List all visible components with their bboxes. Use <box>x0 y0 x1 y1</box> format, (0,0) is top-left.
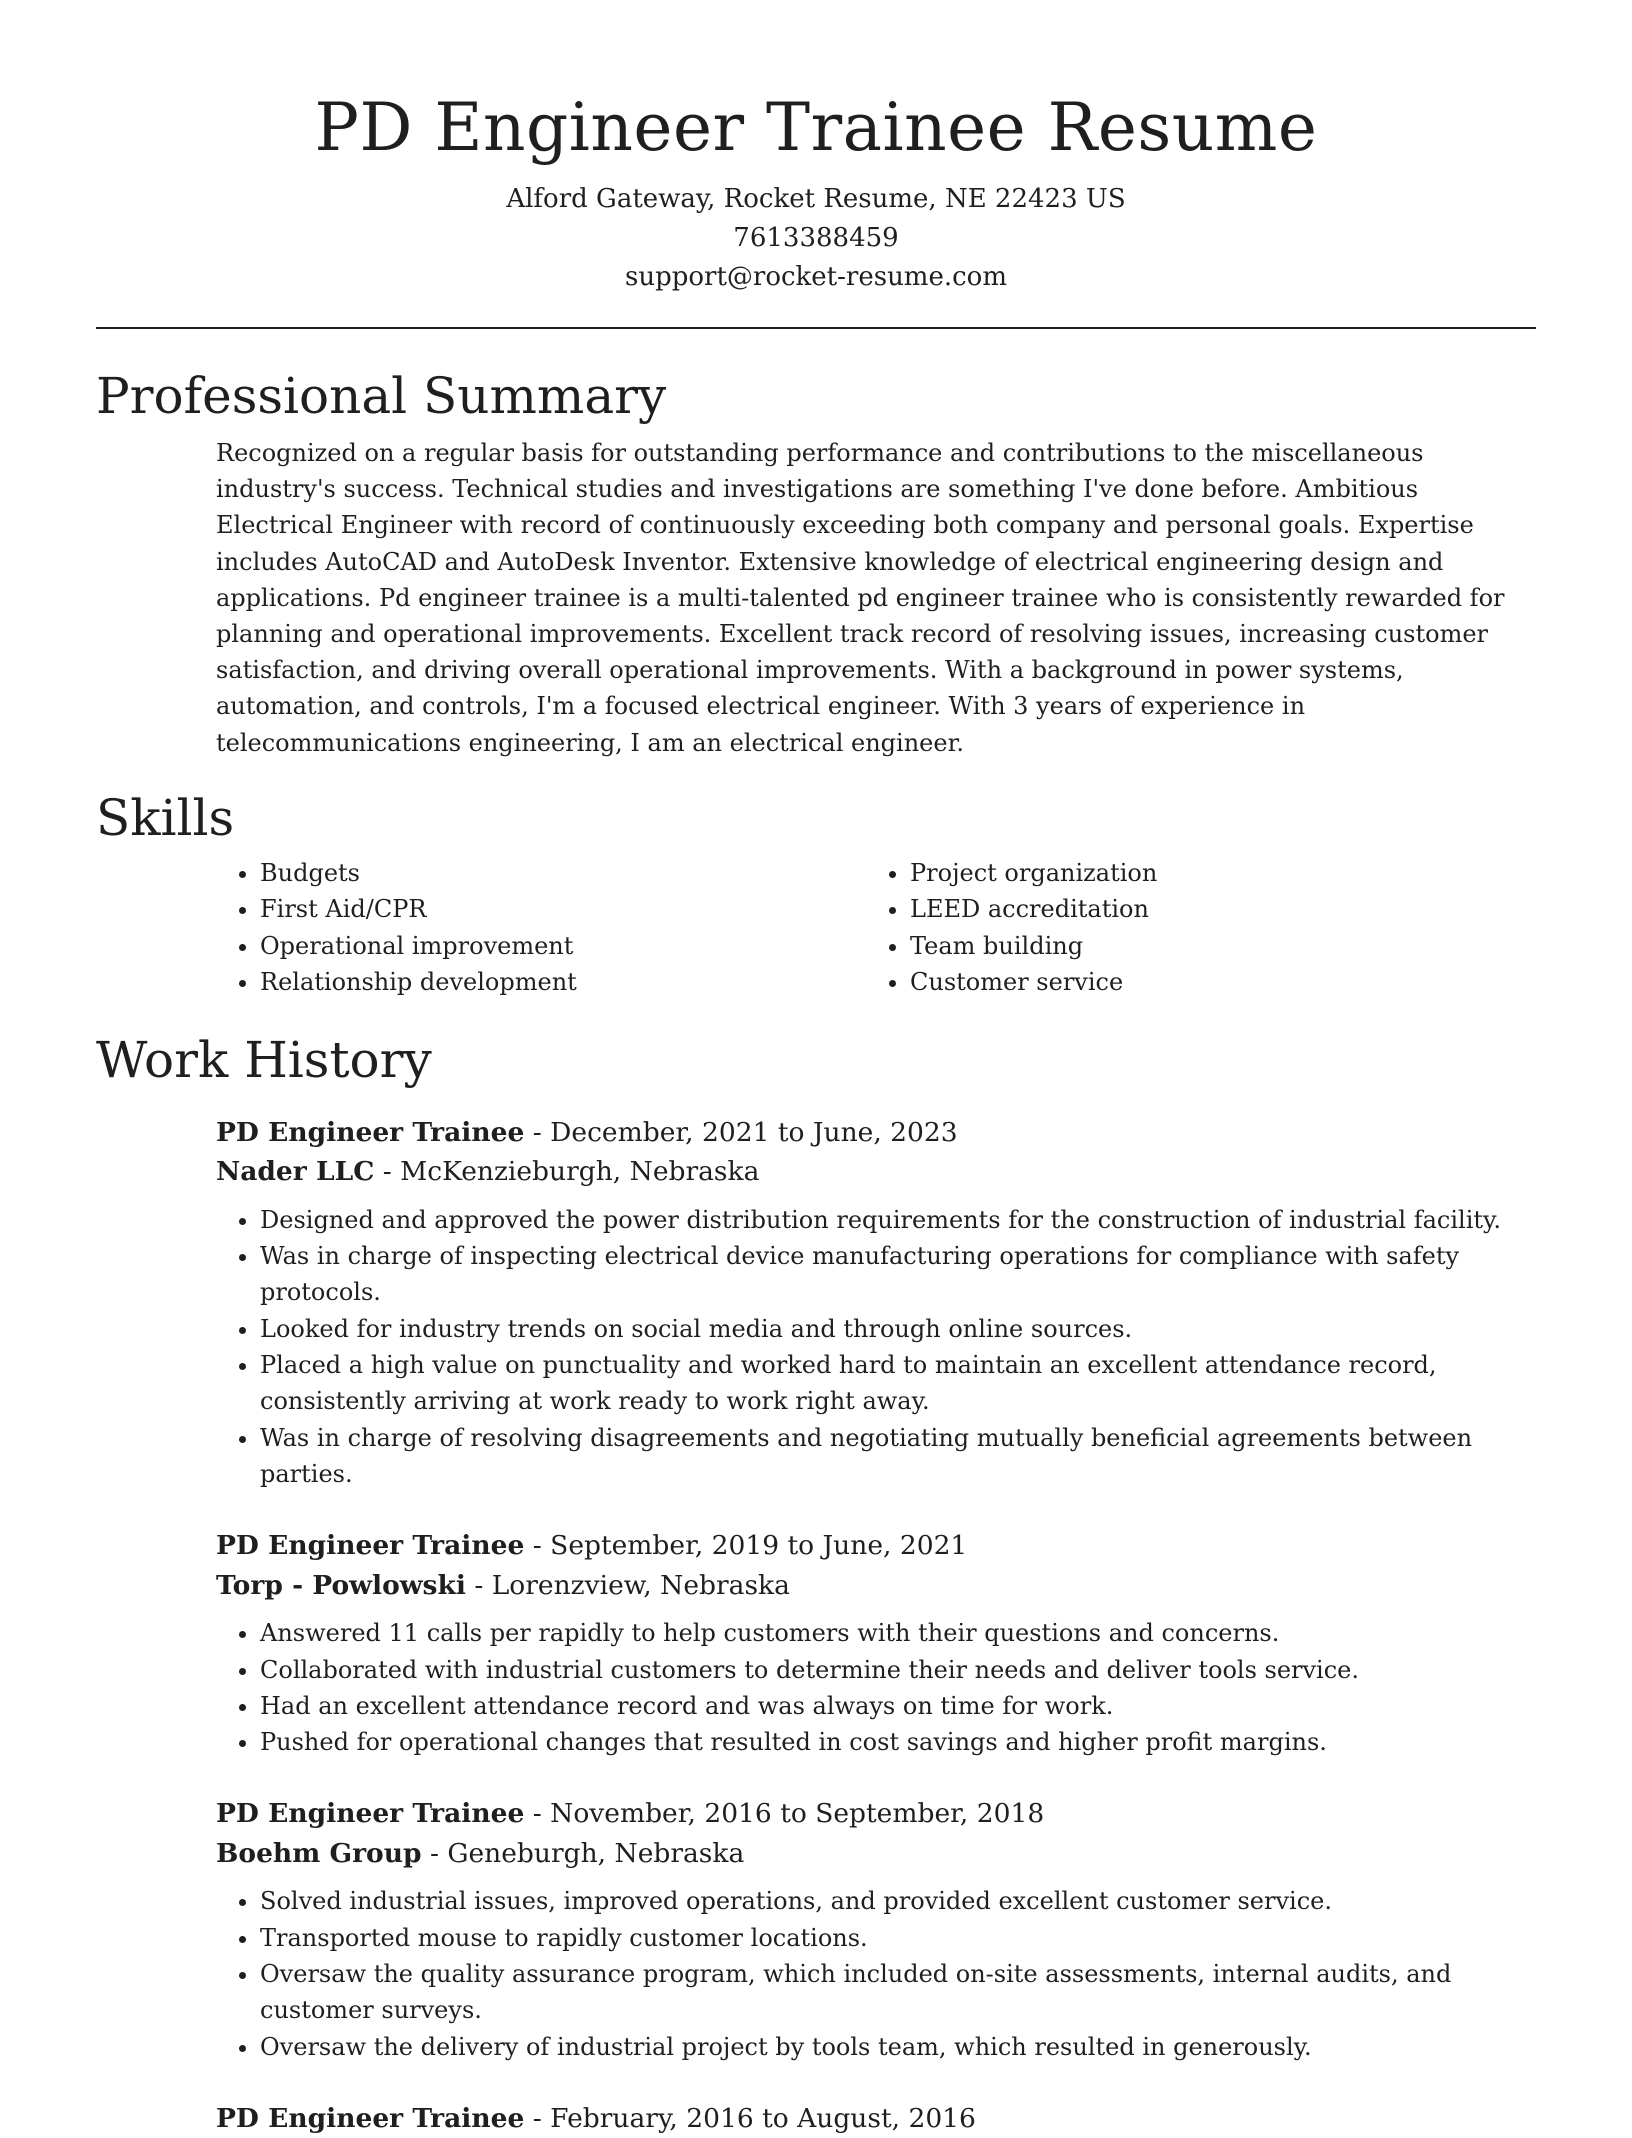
job-title-line <box>216 1526 1536 1566</box>
job-bullet: • Designed and approved the power distribution requirements for the construction of industrial facility. <box>260 1202 1536 1238</box>
summary-text: Recognized on a regular basis for outstanding performance and contributions to the miscellaneous industry's success. Technical studies and investigations are something I've done before. Ambitious Electrical Engineer with record of continuously exceeding both company and personal goals. Expertise includes AutoCAD and AutoDesk Inventor. Extensive knowledge of electrical engineering design and applications. Pd engineer trainee is a multi-talented pd engineer trainee who is consistently rewarded for planning and operational improvements. Excellent track record of resolving issues, increasing customer satisfaction, and driving overall operational improvements. With a background in power systems, automation, and controls, I'm a focused electrical engineer. With 3 years of experience in telecommunications engineering, I am an electrical engineer. <box>216 439 1505 757</box>
job-company-line <box>216 1566 1536 1606</box>
job-bullet: • Collaborated with industrial customers to determine their needs and deliver tools service. <box>260 1652 1536 1688</box>
job-entry <box>216 1526 1536 1760</box>
job-location: - Geneburgh, Nebraska <box>421 1837 745 1869</box>
job-bullets <box>216 1615 1536 1760</box>
job-bullet: • Answered 11 calls per rapidly to help customers with their questions and concerns. <box>260 1615 1536 1651</box>
job-location: - Lorenzview, Nebraska <box>465 1569 790 1601</box>
skill-item: • Customer service <box>910 964 1560 1001</box>
skill-item: • Relationship development <box>260 964 910 1001</box>
contact-email: support@rocket-resume.com <box>624 262 1007 292</box>
contact-address: Alford Gateway, Rocket Resume, NE 22423 US <box>506 184 1126 214</box>
job-entry <box>216 1113 1536 1492</box>
job-bullet: • Placed a high value on punctuality and worked hard to maintain an excellent attendance record, consistently arriving at work ready to work right away. <box>260 1347 1536 1420</box>
job-bullet: • Looked for industry trends on social media and through online sources. <box>260 1311 1536 1347</box>
skills-heading: Skills <box>96 788 235 847</box>
job-bullets <box>216 1883 1536 2064</box>
job-dates: - September, 2019 to June, 2021 <box>524 1530 968 1562</box>
job-title: PD Engineer Trainee <box>216 1798 525 1830</box>
resume-page <box>96 0 1536 2138</box>
job-title: PD Engineer Trainee <box>216 1530 525 1562</box>
summary-heading: Professional Summary <box>96 367 667 425</box>
job-bullet: • Solved industrial issues, improved operations, and provided excellent customer service. <box>260 1883 1536 1919</box>
job-dates: - February, 2016 to August, 2016 <box>524 2102 976 2134</box>
skill-item: • Operational improvement <box>260 928 910 965</box>
work-history-heading: Work History <box>96 1030 432 1089</box>
job-company-line <box>216 1834 1536 1874</box>
job-company: Boehm Group <box>216 1837 422 1869</box>
job-entry <box>216 1794 1536 2064</box>
job-title: PD Engineer Trainee <box>216 1116 525 1148</box>
resume-title: PD Engineer Trainee Resume <box>314 89 1318 166</box>
job-bullet: • Oversaw the delivery of industrial project by tools team, which resulted in generously. <box>260 2029 1536 2065</box>
job-company: Torp - Powlowski <box>216 1569 466 1601</box>
job-bullet: • Was in charge of inspecting electrical device manufacturing operations for compliance with safety protocols. <box>260 1238 1536 1311</box>
job-bullet: • Was in charge of resolving disagreements and negotiating mutually beneficial agreements between parties. <box>260 1420 1536 1493</box>
job-dates: - November, 2016 to September, 2018 <box>524 1798 1045 1830</box>
job-bullets <box>216 1202 1536 1492</box>
job-bullet: • Oversaw the quality assurance program, which included on-site assessments, internal audits, and customer surveys. <box>260 1956 1536 2029</box>
job-company: Nader LLC <box>216 1156 375 1188</box>
job-entry <box>216 2099 1536 2138</box>
job-title-line <box>216 2099 1536 2138</box>
header-divider <box>96 327 1536 329</box>
job-bullet: • Pushed for operational changes that resulted in cost savings and higher profit margins. <box>260 1724 1536 1760</box>
job-dates: - December, 2021 to June, 2023 <box>524 1116 958 1148</box>
job-location: - McKenzieburgh, Nebraska <box>374 1156 760 1188</box>
job-bullet: • Transported mouse to rapidly customer locations. <box>260 1920 1536 1956</box>
contact-phone: 7613388459 <box>733 223 899 253</box>
skill-item: • Project organization <box>910 855 1560 892</box>
skill-item: • Budgets <box>260 855 910 892</box>
skill-item: • Team building <box>910 928 1560 965</box>
skill-item: • LEED accreditation <box>910 891 1560 928</box>
skills-list <box>96 855 1536 1001</box>
job-title-line <box>216 1113 1536 1153</box>
job-title-line <box>216 1794 1536 1834</box>
skill-item: • First Aid/CPR <box>260 891 910 928</box>
job-title: PD Engineer Trainee <box>216 2102 525 2134</box>
job-company-line <box>216 1152 1536 1192</box>
contact-info <box>96 180 1536 297</box>
job-bullet: • Had an excellent attendance record and was always on time for work. <box>260 1688 1536 1724</box>
